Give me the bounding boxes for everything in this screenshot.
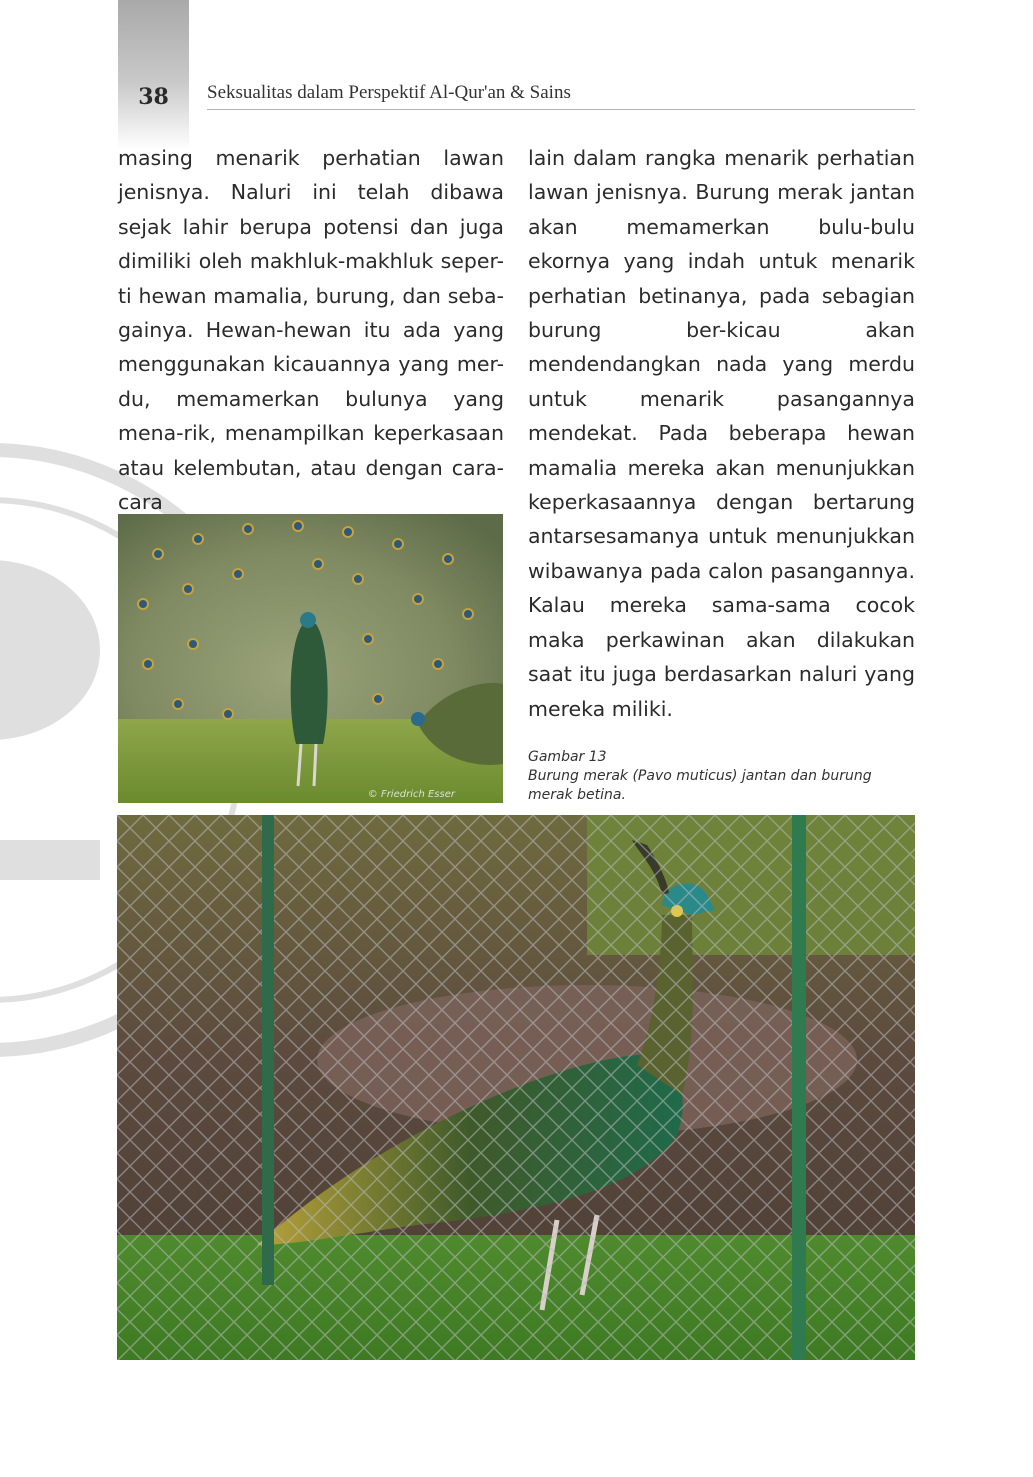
peacock-displaying-photo [118, 514, 503, 803]
page-tab [118, 0, 189, 150]
body-column-left [118, 141, 504, 519]
paragraph-left: masing menarik perhatian lawan jenisnya. Naluri ini telah dibawa sejak lahir berupa potensi dan juga dimiliki oleh makhluk-makhluk seper-ti hewan mamalia, burung, dan seba-gainya. Hewan-hewan itu ada yang menggunakan kicauannya yang mer-du, memamerkan bulunya yang mena-rik, menampilkan keperkasaan atau kelembutan, atau dengan cara-cara [118, 146, 504, 515]
page-number: 38 [138, 84, 169, 110]
green-peafowl-fence-photo [117, 815, 915, 1360]
figure-caption-text: Burung merak (Pavo muticus) jantan dan burung merak betina. [528, 768, 872, 803]
header-rule [207, 109, 915, 110]
figure-caption [528, 748, 918, 805]
figure-label: Gambar 13 [528, 749, 607, 765]
running-title: Seksualitas dalam Perspektif Al-Qur'an & Sains [207, 82, 571, 103]
paragraph-right: lain dalam rangka menarik perhatian lawan jenisnya. Burung merak jantan akan memamerkan bulu-bulu ekornya yang indah untuk menarik perhatian betinanya, pada sebagian burung ber-kicau akan mendendangkan nada yang merdu untuk menarik pasangannya mendekat. Pada beberapa hewan mamalia mereka akan menunjukkan keperkasaannya dengan bertarung antarsesamanya untuk menunjukkan wibawanya pada calon pasangannya. Kalau mereka sama-sama cocok maka perkawinan akan dilakukan saat itu juga berdasarkan naluri yang mereka miliki. [528, 146, 915, 721]
body-column-right [528, 141, 915, 726]
photo-credit: © Friedrich Esser [367, 789, 455, 800]
